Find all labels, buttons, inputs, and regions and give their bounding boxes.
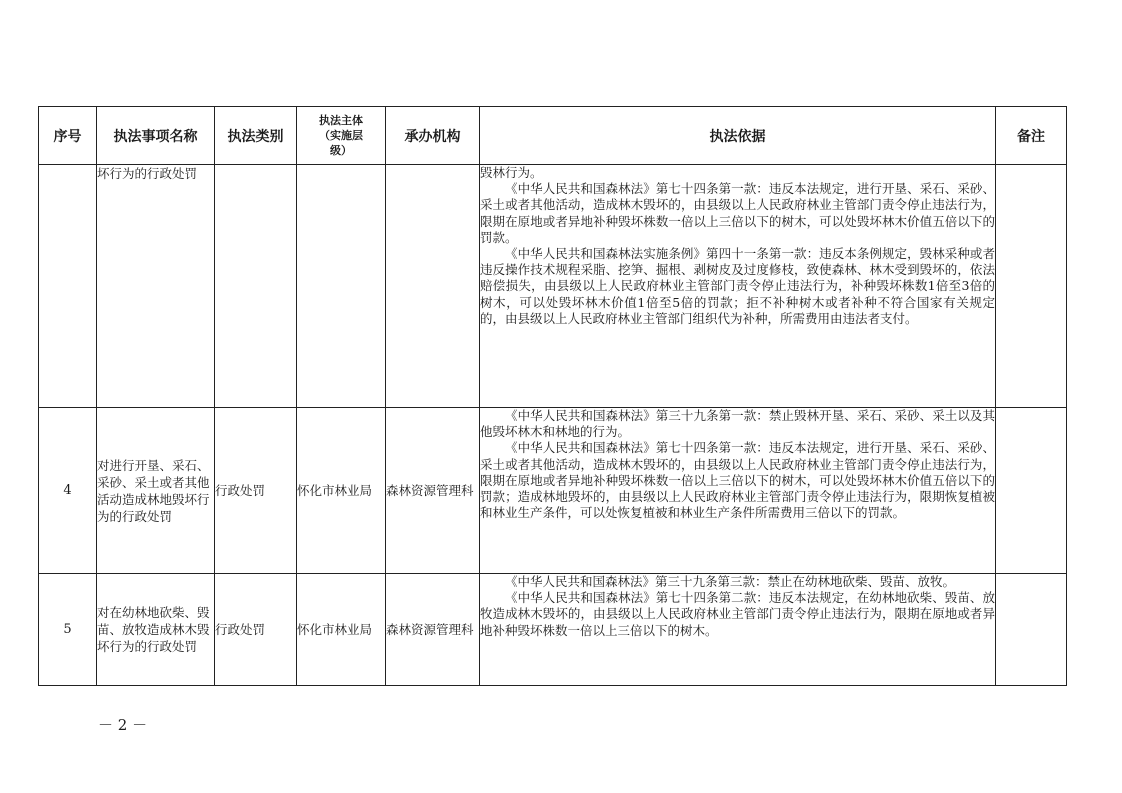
header-subject-line3: 级） xyxy=(330,144,352,157)
header-subject-line2: （实施层 xyxy=(319,129,363,142)
header-office: 承办机构 xyxy=(386,107,480,165)
table-row xyxy=(39,408,1067,574)
header-subject-line1: 执法主体 xyxy=(319,114,363,127)
basis-paragraph: 《中华人民共和国森林法》第七十四条第二款：违反本法规定，在幼林地砍柴、毁苗、放牧造成林木毁坏的，由县级以上人民政府林业主管部门责令停止违法行为，限期在原地或者异地补种毁坏株数一倍以上三倍以下的树木。 xyxy=(480,590,995,638)
header-category: 执法类别 xyxy=(215,107,297,165)
row-basis xyxy=(480,165,996,408)
row-office xyxy=(386,165,480,408)
row-subject: 怀化市林业局 xyxy=(297,408,386,574)
row-office: 森林资源管理科 xyxy=(386,408,480,574)
basis-paragraph: 《中华人民共和国森林法实施条例》第四十一条第一款：违反本条例规定，毁林采种或者违反操作技术规程采脂、挖笋、掘根、剥树皮及过度修枝，致使森林、林木受到毁坏的，依法赔偿损失，由县级以上人民政府林业主管部门责令停止违法行为，补种毁坏株数1倍至3倍的树木，可以处毁坏林木价值1倍至5倍的罚款；拒不补种树木或者补种不符合国家有关规定的，由县级以上人民政府林业主管部门组织代为补种，所需费用由违法者支付。 xyxy=(480,246,995,326)
header-item-name: 执法事项名称 xyxy=(97,107,215,165)
basis-paragraph: 《中华人民共和国森林法》第七十四条第一款：违反本法规定，进行开垦、采石、采砂、采土或者其他活动，造成林木毁坏的，由县级以上人民政府林业主管部门责令停止违法行为，限期在原地或者异地补种毁坏株数一倍以上三倍以下的树木，可以处毁坏林木价值五倍以下的罚款；造成林地毁坏的，由县级以上人民政府林业主管部门责令停止违法行为，限期恢复植被和林业生产条件，可以处恢复植被和林业生产条件所需费用三倍以下的罚款。 xyxy=(480,440,995,521)
header-remark: 备注 xyxy=(996,107,1067,165)
row-remark xyxy=(996,574,1067,686)
row-seq: 4 xyxy=(39,408,97,574)
row-remark xyxy=(996,408,1067,574)
row-category: 行政处罚 xyxy=(215,574,297,686)
row-category: 行政处罚 xyxy=(215,408,297,574)
row-item-name: 对进行开垦、采石、采砂、采土或者其他活动造成林地毁坏行为的行政处罚 xyxy=(97,408,215,574)
basis-paragraph: 《中华人民共和国森林法》第三十九条第一款：禁止毁林开垦、采石、采砂、采土以及其他毁坏林木和林地的行为。 xyxy=(480,408,995,440)
basis-paragraph: 《中华人民共和国森林法》第三十九条第三款：禁止在幼林地砍柴、毁苗、放牧。 xyxy=(505,574,956,589)
header-basis: 执法依据 xyxy=(480,107,996,165)
header-subject xyxy=(297,107,386,165)
table-row xyxy=(39,574,1067,686)
basis-paragraph: 毁林行为。 xyxy=(480,165,543,180)
law-enforcement-table xyxy=(38,106,1067,686)
header-row xyxy=(39,107,1067,165)
row-seq xyxy=(39,165,97,408)
row-subject: 怀化市林业局 xyxy=(297,574,386,686)
row-item-name: 对在幼林地砍柴、毁苗、放牧造成林木毁坏行为的行政处罚 xyxy=(97,574,215,686)
row-item-name: 坏行为的行政处罚 xyxy=(97,165,215,408)
header-seq: 序号 xyxy=(39,107,97,165)
row-office: 森林资源管理科 xyxy=(386,574,480,686)
row-basis xyxy=(480,408,996,574)
row-remark xyxy=(996,165,1067,408)
basis-paragraph: 《中华人民共和国森林法》第七十四条第一款：违反本法规定，进行开垦、采石、采砂、采土或者其他活动，造成林木毁坏的，由县级以上人民政府林业主管部门责令停止违法行为，限期在原地或者异地补种毁坏株数一倍以上三倍以下的树木，可以处毁坏林木价值五倍以下的罚款。 xyxy=(480,181,995,245)
page-number: － 2 － xyxy=(98,716,148,734)
row-seq: 5 xyxy=(39,574,97,686)
table-row xyxy=(39,165,1067,408)
row-subject xyxy=(297,165,386,408)
row-category xyxy=(215,165,297,408)
row-basis xyxy=(480,574,996,686)
